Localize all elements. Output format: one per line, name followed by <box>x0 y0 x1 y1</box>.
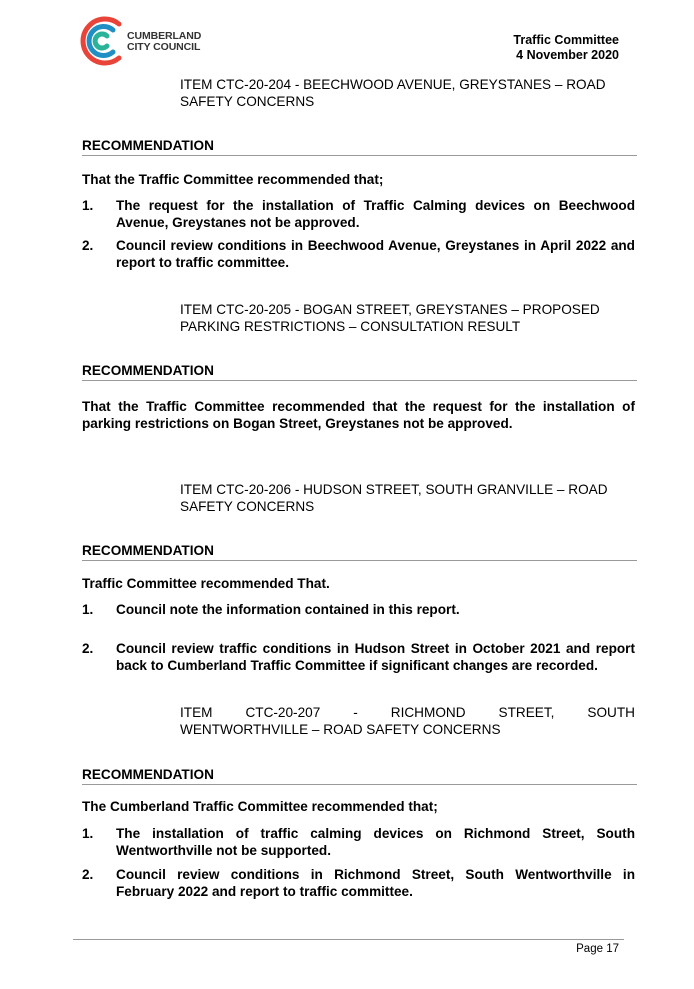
recommendation-heading: RECOMMENDATION <box>82 137 637 156</box>
list-item: Council review conditions in Beechwood Avenue, Greystanes in April 2022 and report to traffic committee. <box>116 238 635 270</box>
committee-name: Traffic Committee <box>513 33 619 47</box>
footer-rule <box>73 939 624 940</box>
recommendation-heading: RECOMMENDATION <box>82 542 637 561</box>
council-logo-icon <box>78 14 124 68</box>
recommendation-heading: RECOMMENDATION <box>82 766 637 785</box>
list-number: 2. <box>82 867 94 882</box>
list-item: Council note the information contained in this report. <box>116 602 460 617</box>
list-item: The request for the installation of Traffic Calming devices on Beechwood Avenue, Greystanes not be approved. <box>116 198 635 230</box>
recommendation-intro: Traffic Committee recommended That. <box>82 576 330 591</box>
recommendation-intro: The Cumberland Traffic Committee recommended that; <box>82 799 438 814</box>
list-item: Council review traffic conditions in Hudson Street in October 2021 and report back to Cumberland Traffic Committee if significant changes are recorded. <box>116 641 635 673</box>
council-logo-text: CUMBERLAND CITY COUNCIL <box>127 30 202 53</box>
item-title-207: ITEM CTC-20-207 - RICHMOND STREET, SOUTH WENTWORTHVILLE – ROAD SAFETY CONCERNS <box>180 705 635 737</box>
item-title-205: ITEM CTC-20-205 - BOGAN STREET, GREYSTANES – PROPOSED PARKING RESTRICTIONS – CONSULTATION RESULT <box>180 302 600 334</box>
document-header <box>513 33 619 63</box>
recommendation-heading: RECOMMENDATION <box>82 362 637 381</box>
meeting-date: 4 November 2020 <box>516 48 619 62</box>
list-number: 1. <box>82 602 94 617</box>
list-number: 2. <box>82 641 94 656</box>
item-title-204: ITEM CTC-20-204 - BEECHWOOD AVENUE, GREYSTANES – ROAD SAFETY CONCERNS <box>180 77 606 109</box>
recommendation-intro: That the Traffic Committee recommended that; <box>82 172 384 187</box>
list-item: The installation of traffic calming devices on Richmond Street, South Wentworthville not be supported. <box>116 826 635 858</box>
list-number: 1. <box>82 826 94 841</box>
list-item: Council review conditions in Richmond Street, South Wentworthville in February 2022 and report to traffic committee. <box>116 867 635 899</box>
item-title-206: ITEM CTC-20-206 - HUDSON STREET, SOUTH GRANVILLE – ROAD SAFETY CONCERNS <box>180 482 608 514</box>
recommendation-text: That the Traffic Committee recommended that the request for the installation of parking restrictions on Bogan Street, Greystanes not be approved. <box>82 399 635 431</box>
page-number: Page 17 <box>576 943 619 955</box>
list-number: 1. <box>82 198 94 213</box>
list-number: 2. <box>82 238 94 253</box>
